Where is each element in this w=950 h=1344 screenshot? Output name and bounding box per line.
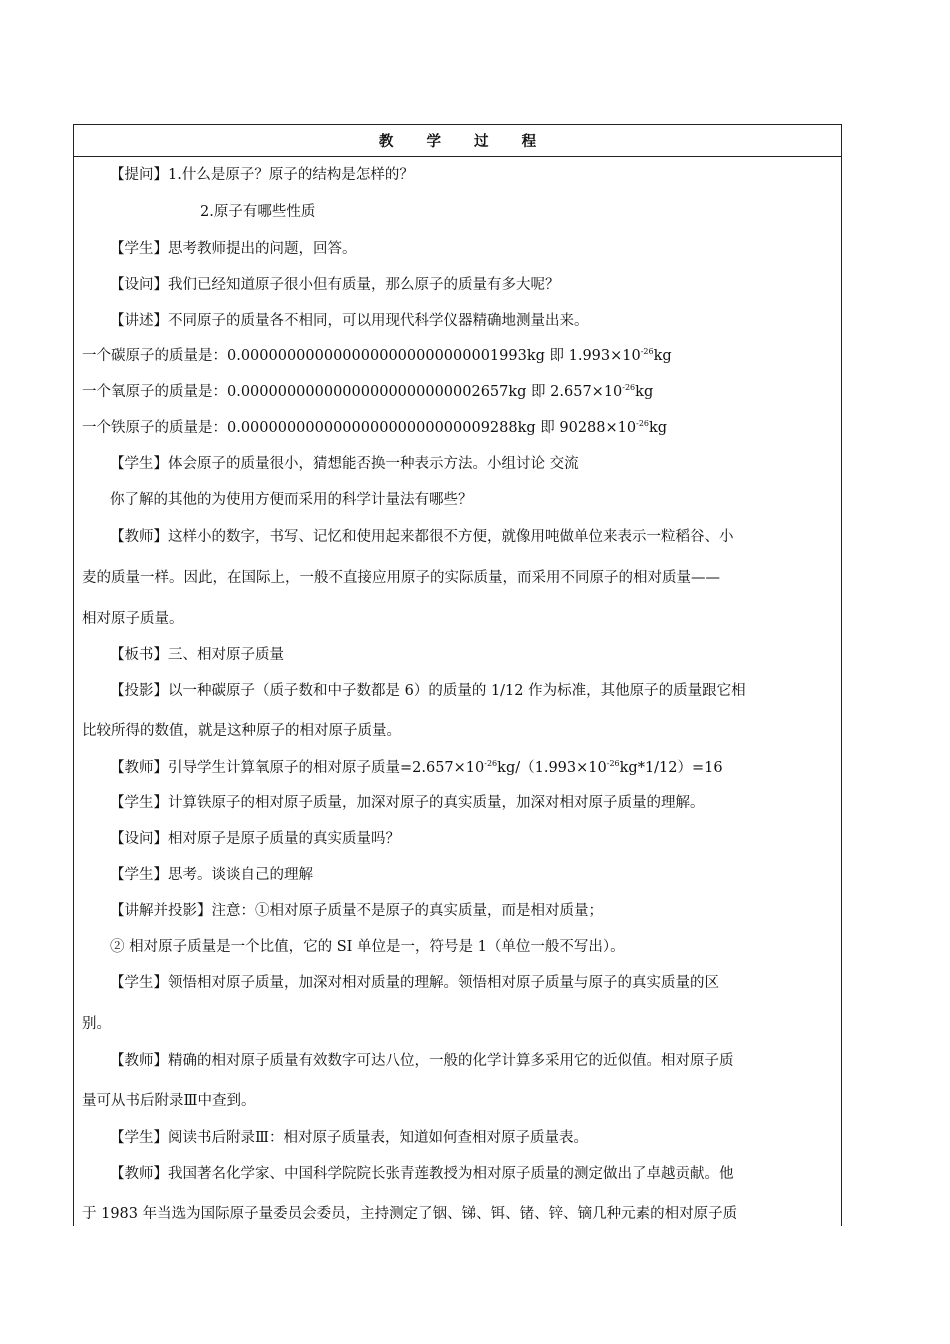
iron-mass-line	[82, 419, 667, 437]
text-line: 【板书】三、相对原子质量	[110, 647, 284, 663]
oxygen-mass-line	[82, 383, 653, 401]
text-line: 【学生】领悟相对原子质量，加深对相对质量的理解。领悟相对原子质量与原子的真实质量的区	[110, 975, 719, 991]
text-line: 【学生】体会原子的质量很小，猜想能否换一种表示方法。小组讨论 交流	[110, 456, 579, 472]
text-line: 麦的质量一样。因此，在国际上，一般不直接应用原子的实际质量，而采用不同原子的相对质量——	[82, 570, 720, 586]
table-title: 教 学 过 程	[378, 134, 551, 150]
text-line: 【教师】这样小的数字，书写、记忆和使用起来都很不方便，就像用吨做单位来表示一粒稻谷、小	[110, 529, 734, 545]
text-line: 于 1983 年当选为国际原子量委员会委员，主持测定了铟、锑、铒、锗、锌、镝几种元素的相对原子质	[82, 1206, 738, 1222]
calc-text-b: kg/（1.993×10	[497, 760, 607, 776]
text-line: 【学生】计算铁原子的相对原子质量，加深对原子的真实质量，加深对相对原子质量的理解。	[110, 795, 705, 811]
text-line: 【提问】1.什么是原子？原子的结构是怎样的？	[110, 167, 414, 183]
relative-mass-calc-line	[110, 759, 723, 777]
oxygen-mass-unit: kg	[635, 384, 654, 400]
text-line: 【学生】思考教师提出的问题，回答。	[110, 241, 357, 257]
text-line: 【设问】我们已经知道原子很小但有质量，那么原子的质量有多大呢？	[110, 277, 560, 293]
text-line: 2.原子有哪些性质	[200, 204, 316, 220]
lesson-content	[82, 0, 842, 1344]
iron-mass-unit: kg	[649, 420, 668, 436]
text-line: 别。	[82, 1016, 111, 1032]
text-line: 【投影】以一种碳原子（质子数和中子数都是 6）的质量的 1/12 作为标准，其他原子的质量跟它相	[110, 683, 746, 699]
text-line: 【教师】我国著名化学家、中国科学院院长张青莲教授为相对原子质量的测定做出了卓越贡献。他	[110, 1166, 734, 1182]
text-line: 【讲解并投影】注意：①相对原子质量不是原子的真实质量，而是相对质量；	[110, 903, 603, 919]
calc-exponent-2: -26	[606, 759, 620, 768]
carbon-mass-unit: kg	[653, 348, 672, 364]
text-line: 【设问】相对原子是原子质量的真实质量吗？	[110, 831, 400, 847]
carbon-mass-exponent: -26	[640, 347, 654, 356]
iron-mass-text: 一个铁原子的质量是：0.000000000000000000000000009288kg 即 90288×10	[82, 420, 637, 436]
text-line: 【教师】精确的相对原子质量有效数字可达八位，一般的化学计算多采用它的近似值。相对原子质	[110, 1053, 734, 1069]
text-line: 【讲述】不同原子的质量各不相同，可以用现代科学仪器精确地测量出来。	[110, 313, 589, 329]
oxygen-mass-text: 一个氧原子的质量是：0.00000000000000000000000002657kg 即 2.657×10	[82, 384, 623, 400]
text-line: 比较所得的数值，就是这种原子的相对原子质量。	[82, 723, 401, 739]
text-line: 相对原子质量。	[82, 611, 184, 627]
calc-text-c: kg*1/12）=16	[619, 760, 723, 776]
calc-exponent-1: -26	[484, 759, 498, 768]
text-line: 【学生】思考。谈谈自己的理解	[110, 867, 313, 883]
text-line: 量可从书后附录Ⅲ中查到。	[82, 1093, 256, 1109]
carbon-mass-line	[82, 347, 672, 365]
carbon-mass-text: 一个碳原子的质量是：0.0000000000000000000000000001993kg 即 1.993×10	[82, 348, 641, 364]
calc-text-a: 【教师】引导学生计算氧原子的相对原子质量=2.657×10	[110, 760, 485, 776]
iron-mass-exponent: -26	[636, 419, 649, 428]
text-line: 你了解的其他的为使用方便而采用的科学计量法有哪些？	[110, 492, 473, 508]
oxygen-mass-exponent: -26	[622, 383, 636, 392]
text-line: ② 相对原子质量是一个比值，它的 SI 单位是一，符号是 1（单位一般不写出）。	[110, 939, 625, 955]
text-line: 【学生】阅读书后附录Ⅲ：相对原子质量表，知道如何查相对原子质量表。	[110, 1130, 588, 1146]
